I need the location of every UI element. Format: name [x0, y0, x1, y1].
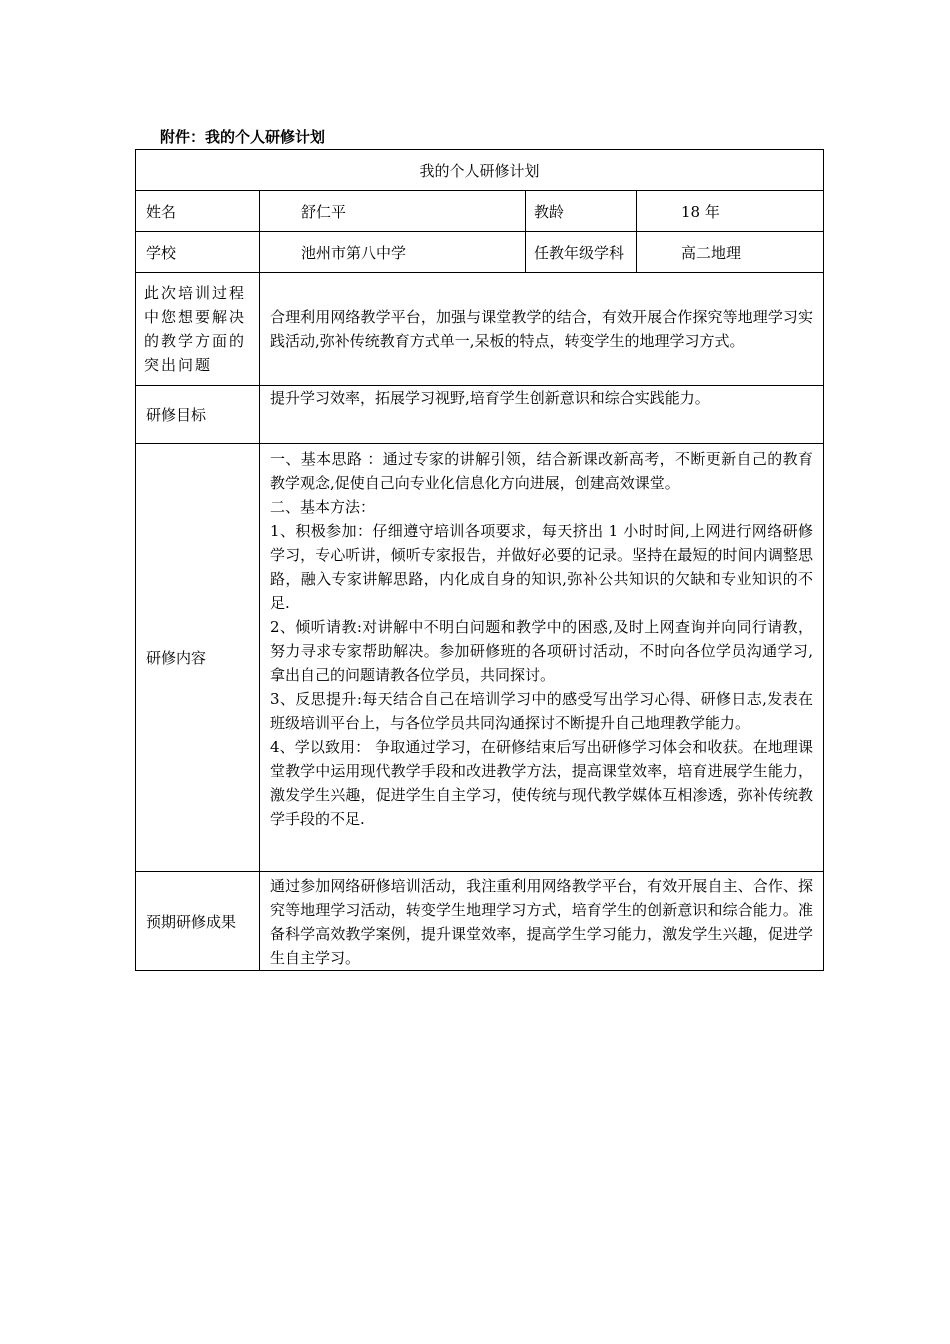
outcome-label: 预期研修成果 [136, 872, 260, 971]
goal-label: 研修目标 [136, 386, 260, 444]
content-label: 研修内容 [136, 444, 260, 872]
goal-text: 提升学习效率，拓展学习视野,培育学生创新意识和综合实践能力。 [260, 386, 824, 444]
content-paragraph-method-3: 3、反思提升:每天结合自己在培训学习中的感受写出学习心得、研修日志,发表在班级培训平台上，与各位学员共同沟通探讨不断提升自己地理教学能力。 [270, 690, 814, 732]
content-paragraph-method-2: 2、倾听请教:对讲解中不明白问题和教学中的困惑,及时上网查询并向同行请教，努力寻求专家帮助解决。参加研修班的各项研讨活动，不时向各位学员沟通学习,拿出自己的问题请教各位学员，共同探讨。 [270, 618, 814, 684]
name-value: 舒仁平 [260, 191, 526, 232]
name-label: 姓名 [136, 191, 260, 232]
grade-subject-value: 高二地理 [637, 232, 824, 273]
content-text [260, 444, 824, 872]
grade-subject-label: 任教年级学科 [526, 232, 637, 273]
table-title: 我的个人研修计划 [136, 150, 824, 191]
content-paragraph-methods-heading: 二、基本方法： [270, 498, 376, 516]
school-label: 学校 [136, 232, 260, 273]
problem-label: 此次培训过程中您想要解决的教学方面的突出问题 [136, 273, 260, 386]
teaching-age-value: 18 年 [637, 191, 824, 232]
problem-text: 合理利用网络教学平台，加强与课堂教学的结合，有效开展合作探究等地理学习实践活动,弥补传统教育方式单一,呆板的特点，转变学生的地理学习方式。 [260, 273, 824, 386]
teaching-age-label: 教龄 [526, 191, 637, 232]
content-paragraph-method-4: 4、学以致用： 争取通过学习，在研修结束后写出研修学习体会和收获。在地理课堂教学中运用现代教学手段和改进教学方法，提高课堂效率，培育进展学生能力，激发学生兴趣，促进学生自主学习，使传统与现代教学媒体互相渗透，弥补传统教学手段的不足. [270, 738, 814, 828]
content-paragraph-approach: 一、基本思路 ：通过专家的讲解引领，结合新课改新高考，不断更新自己的教育教学观念,促使自己向专业化信息化方向进展，创建高效课堂。 [270, 450, 814, 492]
school-value: 池州市第八中学 [260, 232, 526, 273]
outcome-text: 通过参加网络研修培训活动，我注重利用网络教学平台，有效开展自主、合作、探究等地理学习活动，转变学生地理学习方式，培育学生的创新意识和综合能力。准备科学高效教学案例，提升课堂效率，提高学生学习能力，激发学生兴趣，促进学生自主学习。 [260, 872, 824, 971]
content-paragraph-method-1: 1、积极参加：仔细遵守培训各项要求，每天挤出 1 小时时间,上网进行网络研修学习，专心听讲，倾听专家报告，并做好必要的记录。坚持在最短的时间内调整思路，融入专家讲解思路，内化成自身的知识,弥补公共知识的欠缺和专业知识的不足. [270, 522, 814, 612]
research-plan-table [135, 149, 824, 971]
document-heading: 附件：我的个人研修计划 [160, 128, 326, 146]
